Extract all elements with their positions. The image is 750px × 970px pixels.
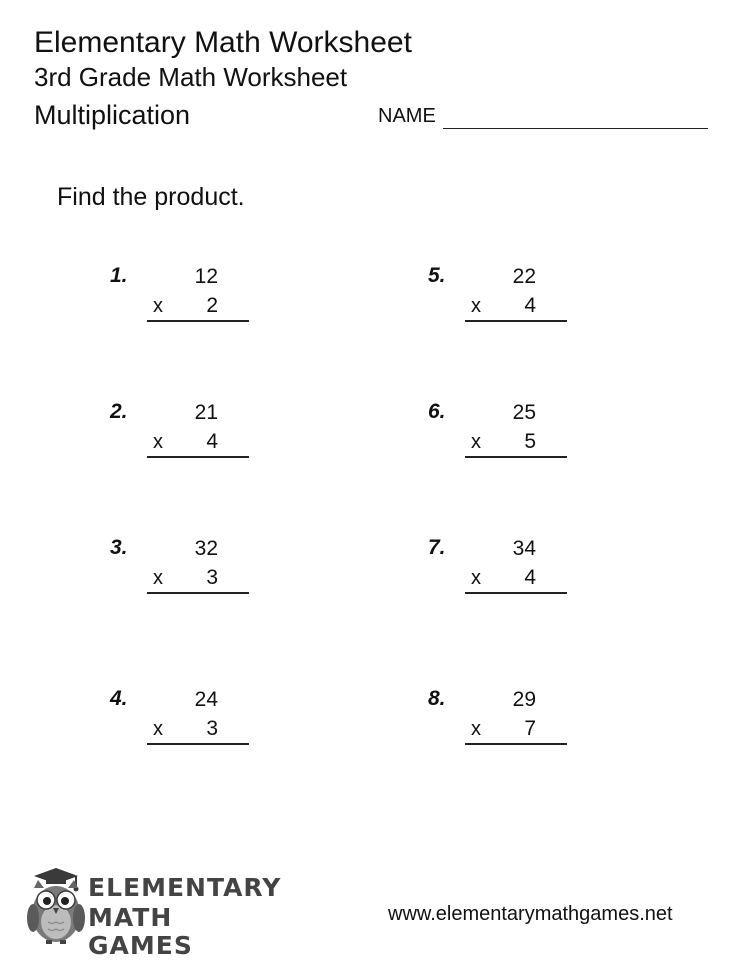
multiplicand: 21 <box>194 401 218 424</box>
problem-8 <box>428 686 598 766</box>
answer-line[interactable] <box>465 743 567 745</box>
problem-number: 7. <box>428 536 446 559</box>
multiplicand: 22 <box>512 265 536 288</box>
problem-3 <box>110 535 280 615</box>
multiply-sign: x <box>471 295 481 317</box>
answer-line[interactable] <box>147 743 249 745</box>
multiply-sign: x <box>153 567 163 589</box>
owl-mascot-icon <box>24 866 86 946</box>
name-blank-line[interactable] <box>443 128 708 129</box>
multiplier: 2 <box>206 294 218 317</box>
problem-number: 5. <box>428 264 446 287</box>
multiply-sign: x <box>153 295 163 317</box>
problem-number: 2. <box>110 400 128 423</box>
problem-number: 1. <box>110 264 128 287</box>
multiplicand: 29 <box>512 688 536 711</box>
problem-number: 4. <box>110 687 128 710</box>
name-label: NAME <box>378 105 436 127</box>
multiply-sign: x <box>153 431 163 453</box>
answer-line[interactable] <box>147 456 249 458</box>
multiplicand: 25 <box>512 401 536 424</box>
answer-line[interactable] <box>147 320 249 322</box>
problem-7 <box>428 535 598 615</box>
problem-5 <box>428 263 598 343</box>
answer-line[interactable] <box>147 592 249 594</box>
multiply-sign: x <box>471 718 481 740</box>
multiplicand: 34 <box>512 537 536 560</box>
multiply-sign: x <box>471 431 481 453</box>
problem-number: 6. <box>428 400 446 423</box>
worksheet-subtitle: 3rd Grade Math Worksheet <box>34 62 348 92</box>
answer-line[interactable] <box>465 592 567 594</box>
multiplier: 7 <box>524 717 536 740</box>
problem-1 <box>110 263 280 343</box>
logo-text-line1: ELEMENTARY <box>88 873 282 902</box>
problem-2 <box>110 399 280 479</box>
multiplier: 3 <box>206 717 218 740</box>
answer-line[interactable] <box>465 456 567 458</box>
worksheet-topic: Multiplication <box>34 100 191 130</box>
multiply-sign: x <box>153 718 163 740</box>
worksheet-title: Elementary Math Worksheet <box>34 26 412 59</box>
multiply-sign: x <box>471 567 481 589</box>
problem-number: 8. <box>428 687 446 710</box>
multiplicand: 24 <box>194 688 218 711</box>
site-logo <box>24 866 282 960</box>
multiplicand: 12 <box>194 265 218 288</box>
answer-line[interactable] <box>465 320 567 322</box>
multiplier: 3 <box>206 566 218 589</box>
multiplicand: 32 <box>194 537 218 560</box>
problem-number: 3. <box>110 536 128 559</box>
problem-6 <box>428 399 598 479</box>
logo-text-line2: MATH GAMES <box>88 903 193 960</box>
multiplier: 5 <box>524 430 536 453</box>
instructions: Find the product. <box>57 183 245 211</box>
multiplier: 4 <box>524 294 536 317</box>
multiplier: 4 <box>524 566 536 589</box>
website-url[interactable]: www.elementarymathgames.net <box>388 903 673 925</box>
multiplier: 4 <box>206 430 218 453</box>
problem-4 <box>110 686 280 766</box>
